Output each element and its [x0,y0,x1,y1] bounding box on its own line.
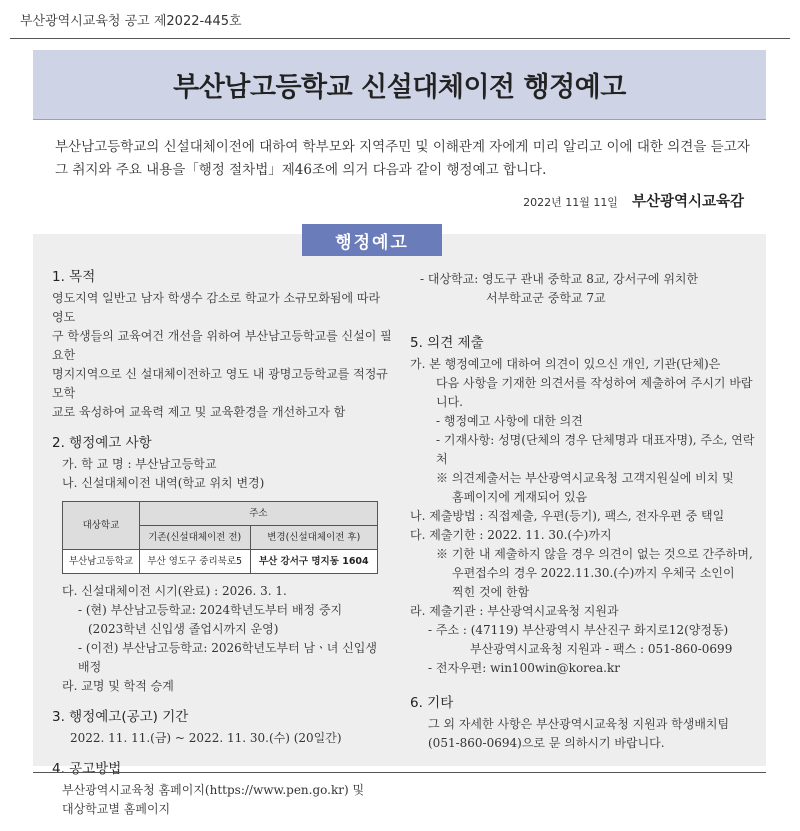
intro-text [55,136,770,182]
intro-line-1: 부산남고등학교의 신설대체이전에 대하여 학부모와 지역주민 및 이해관계 자에게 미리 알리고 이에 대한 의견을 듣고자 [55,139,750,155]
th-address: 주소 [139,502,377,526]
section-title: 1. 목적 [52,269,96,285]
intro-line-2: 그 취지와 주요 내용을「행정 절차법」제46조에 의거 다음과 같이 행정예고 합니다. [55,162,547,178]
section-opinion [410,334,760,678]
opinion-line: - 행정예고 사항에 대한 의견 [436,414,583,428]
item-name-succession: 라. 교명 및 학적 승계 [62,679,174,693]
item-relocated-school: - (이전) 부산남고등학교: 2026학년도부터 남ㆍ녀 신입생 배정 [78,641,377,674]
opinion-note: 홈페이지에 게재되어 있음 [452,490,588,504]
notice-date: 2022년 11월 11일 [523,196,618,209]
target-line: 서부학교군 중학교 7교 [486,291,606,305]
issuer-name: 부산광역시교육감 [631,194,744,210]
method-line: 부산광역시교육청 홈페이지(https://www.pen.go.kr) 및 [62,783,365,797]
item-relocation-detail: 나. 신설대체이전 내역(학교 위치 변경) [62,476,265,490]
deadline-note: 우편접수의 경우 2022.11.30.(수)까지 우체국 소인이 [452,566,735,580]
deadline-note: 찍힌 것에 한함 [452,585,530,599]
submit-agency: 라. 제출기관 : 부산광역시교육청 지원과 [410,604,619,618]
signature-row [523,190,744,211]
deadline-note: ※ 기한 내 제출하지 않을 경우 의견이 없는 것으로 간주하며, [436,547,753,561]
item-school-name: 가. 학 교 명 : 부산남고등학교 [62,457,217,471]
cell-before: 부산 영도구 중리북로5 [139,550,250,574]
agency-email: - 전자우편: win100win@korea.kr [428,661,620,675]
opinion-line: 가. 본 행정예고에 대하여 의견이 있으신 개인, 기관(단체)은 [410,357,721,371]
section-title: 5. 의견 제출 [410,335,484,351]
top-divider [10,38,790,39]
opinion-note: ※ 의견제출서는 부산광역시교육청 고객지원실에 비치 및 [436,471,734,485]
page-title: 부산남고등학교 신설대체이전 행정예고 [173,72,626,103]
opinion-line: - 기재사항: 성명(단체의 경우 단체명과 대표자명), 주소, 연락처 [436,433,755,466]
section-method [52,760,392,819]
location-table [62,501,378,574]
cell-school: 부산남고등학교 [63,550,140,574]
agency-fax: 부산광역시교육청 지원과 - 팩스 : 051-860-0699 [470,642,733,656]
item-current-school: - (현) 부산남고등학교: 2024학년도부터 배정 중지 [78,603,343,617]
section-period [52,708,392,748]
purpose-line: 명지지역으로 신 설대체이전하고 영도 내 광명고등학교를 적정규모학 [52,367,388,400]
purpose-line: 영도지역 일반고 남자 학생수 감소로 학교가 소규모화됨에 따라 영도 [52,291,381,324]
title-band [33,50,766,120]
section-title: 3. 행정예고(공고) 기간 [52,709,189,725]
th-after: 변경(신설대체이전 후) [250,526,377,550]
section-etc [410,694,760,753]
etc-line: 그 외 자세한 사항은 부산광역시교육청 지원과 학생배치팀 [428,717,730,731]
right-column [410,270,760,765]
agency-address: - 주소 : (47119) 부산광역시 부산진구 화지로12(양정동) [428,623,729,637]
submit-deadline: 다. 제출기한 : 2022. 11. 30.(수)까지 [410,528,612,542]
notice-period: 2022. 11. 11.(금) ~ 2022. 11. 30.(수) (20일간) [70,731,342,745]
submit-method: 나. 제출방법 : 직접제출, 우편(등기), 팩스, 전자우편 중 택일 [410,509,725,523]
left-column [52,268,392,831]
section-title: 4. 공고방법 [52,761,122,777]
purpose-line: 구 학생들의 교육여건 개선을 위하여 부산남고등학교를 신설이 필요한 [52,329,392,362]
target-line: - 대상학교: 영도구 관내 중학교 8교, 강서구에 위치한 [420,272,699,286]
item-relocation-date: 다. 신설대체이전 시기(완료) : 2026. 3. 1. [62,584,287,598]
cell-after: 부산 강서구 명지동 1604 [250,550,377,574]
method-line: 대상학교별 홈페이지 [62,802,171,816]
target-schools [410,270,760,308]
section-purpose [52,268,392,422]
notice-number: 부산광역시교육청 공고 제2022-445호 [20,14,242,29]
panel-heading: 행정예고 [302,224,442,256]
etc-line: (051-860-0694)으로 문 의하시기 바랍니다. [428,736,665,750]
item-current-school-note: (2023학년 신입생 졸업시까지 운영) [88,622,279,636]
purpose-line: 교로 육성하여 교육력 제고 및 교육환경을 개선하고자 함 [52,405,346,419]
section-notice-items [52,434,392,696]
section-title: 2. 행정예고 사항 [52,435,152,451]
th-school: 대상학교 [63,502,140,550]
section-title: 6. 기타 [410,695,454,711]
th-before: 기존(신설대체이전 전) [139,526,250,550]
bottom-divider [33,772,766,773]
opinion-line: 다음 사항을 기재한 의견서를 작성하여 제출하여 주시기 바랍니다. [436,376,753,409]
